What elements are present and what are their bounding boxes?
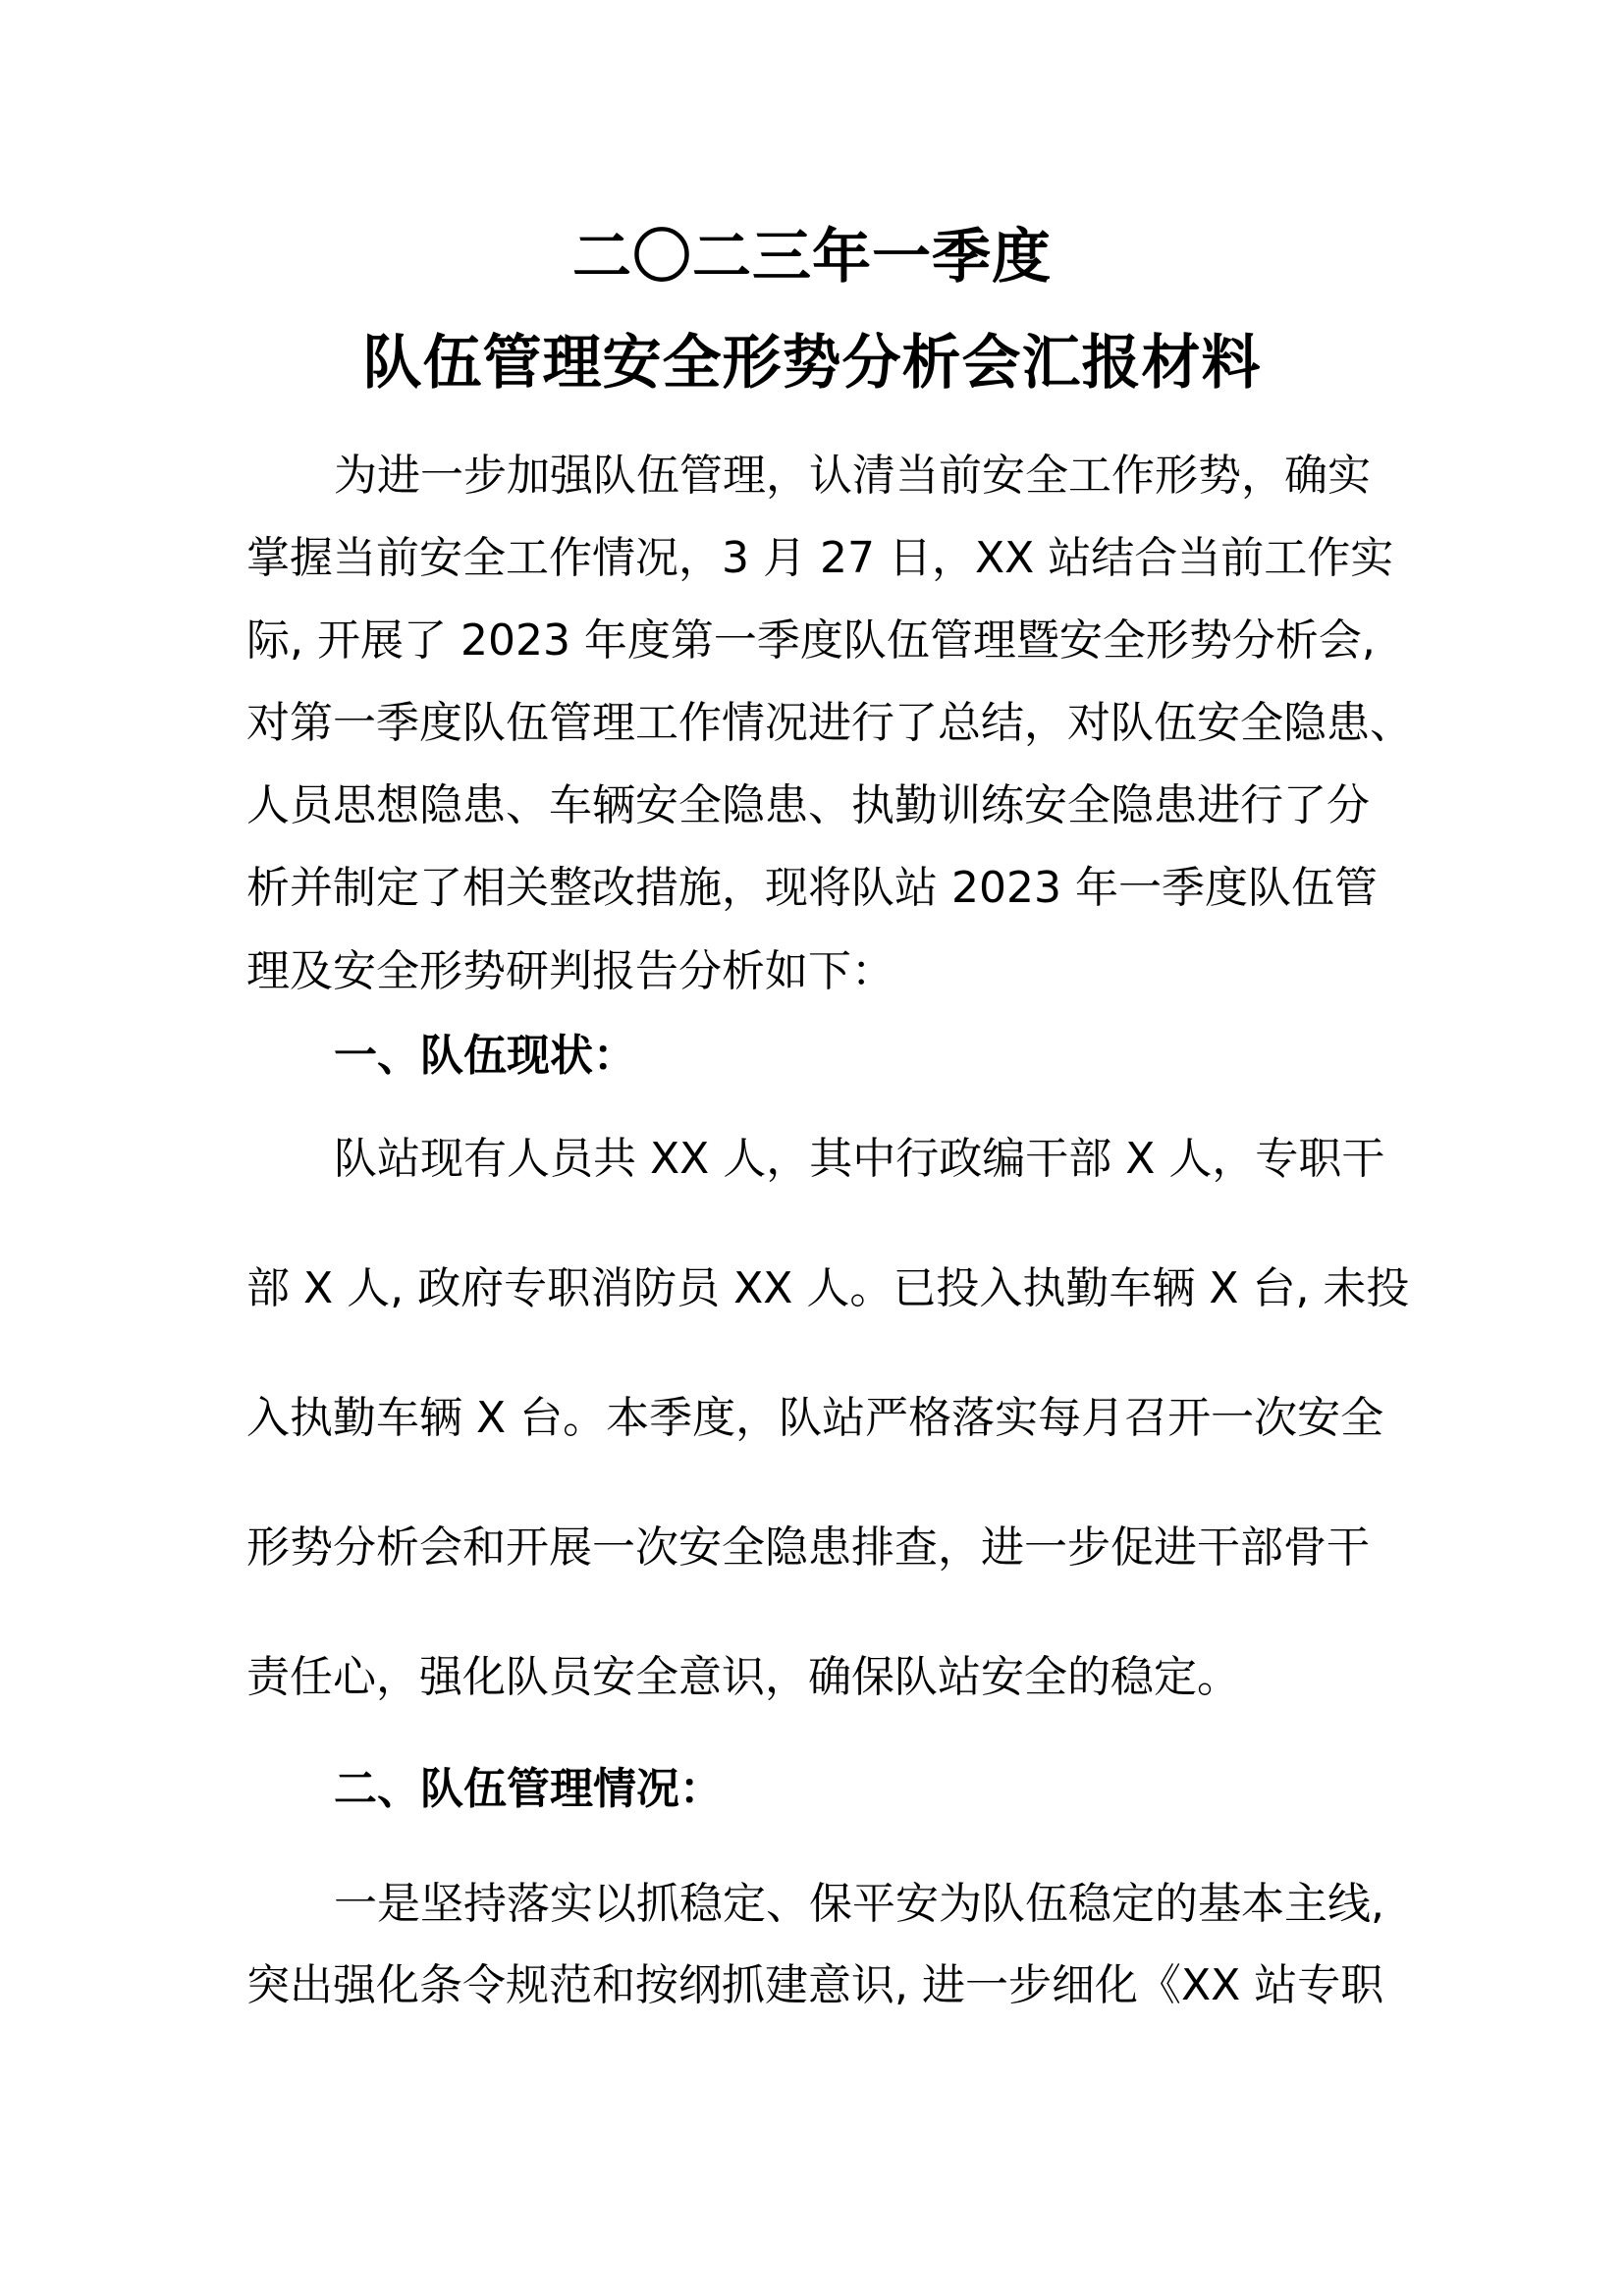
section-1-line: 部 X 人, 政府专职消防员 XX 人。已投入执勤车辆 X 台, 未投 bbox=[246, 1263, 1410, 1313]
intro-line: 掌握当前安全工作情况，3 月 27 日，XX 站结合当前工作实 bbox=[246, 533, 1394, 583]
section-1-line: 责任心，强化队员安全意识，确保队站安全的稳定。 bbox=[246, 1652, 1240, 1702]
section-1-heading: 一、队伍现状： bbox=[334, 1031, 636, 1081]
intro-line: 际, 开展了 2023 年度第一季度队伍管理暨安全形势分析会, bbox=[246, 615, 1376, 666]
document-title-line-2: 队伍管理安全形势分析会汇报材料 bbox=[362, 329, 1262, 398]
intro-line: 为进一步加强队伍管理，认清当前安全工作形势，确实 bbox=[334, 451, 1371, 501]
intro-line: 人员思想隐患、车辆安全隐患、执勤训练安全隐患进行了分 bbox=[246, 780, 1370, 830]
section-2-line: 突出强化条令规范和按纲抓建意识, 进一步细化《XX 站专职 bbox=[246, 1960, 1384, 2010]
section-1-line: 形势分析会和开展一次安全隐患排查，进一步促进干部骨干 bbox=[246, 1522, 1370, 1573]
intro-line: 析并制定了相关整改措施，现将队站 2023 年一季度队伍管 bbox=[246, 863, 1378, 913]
section-1-line: 入执勤车辆 X 台。本季度，队站严格落实每月召开一次安全 bbox=[246, 1393, 1384, 1443]
section-2-heading: 二、队伍管理情况： bbox=[334, 1764, 723, 1814]
intro-line: 理及安全形势研判报告分析如下： bbox=[246, 946, 894, 996]
document-title-line-1: 二〇二三年一季度 bbox=[572, 223, 1052, 292]
section-2-line: 一是坚持落实以抓稳定、保平安为队伍稳定的基本主线, bbox=[334, 1879, 1384, 1929]
section-1-line: 队站现有人员共 XX 人，其中行政编干部 X 人，专职干 bbox=[334, 1134, 1385, 1184]
intro-line: 对第一季度队伍管理工作情况进行了总结，对队伍安全隐患、 bbox=[246, 698, 1413, 748]
